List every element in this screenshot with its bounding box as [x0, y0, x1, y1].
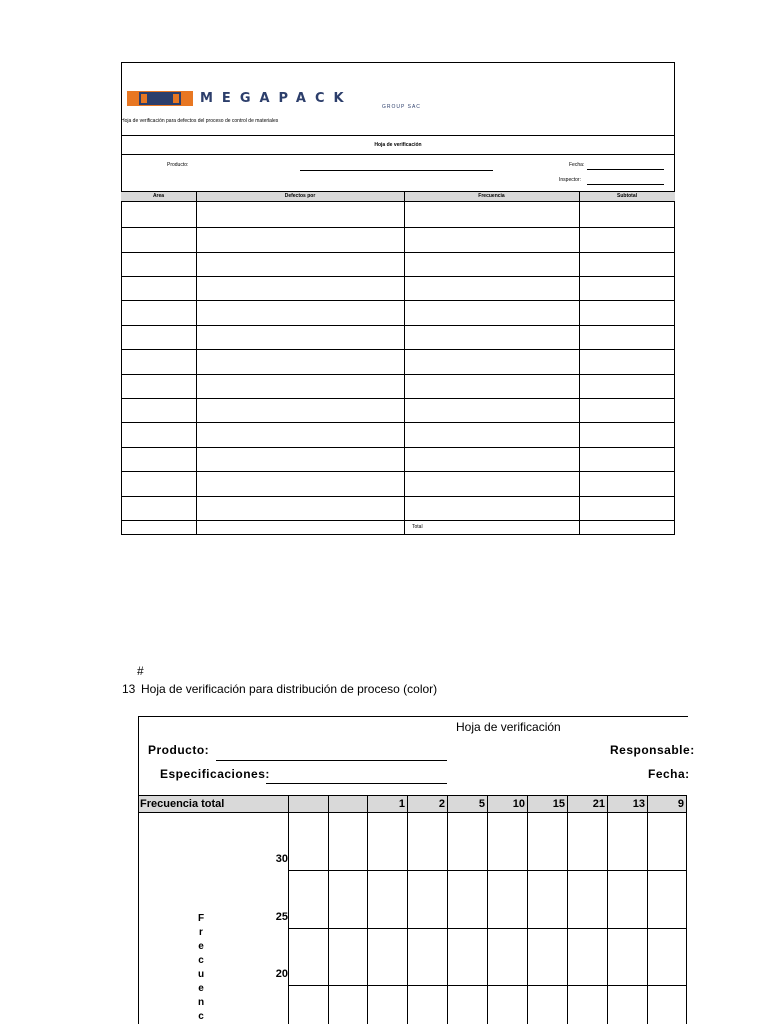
y-axis-value: 25 — [275, 911, 288, 923]
form1-product-label: Producto: — [167, 162, 189, 168]
form2-top-border — [138, 716, 688, 717]
grid-column-line — [328, 795, 329, 1024]
grid-column-line — [288, 795, 289, 1024]
form2-title: Hoja de verificación — [456, 720, 561, 734]
y-axis-title-letter: c — [198, 1011, 204, 1022]
total-cell: 2 — [438, 798, 445, 810]
table-row[interactable] — [121, 325, 675, 326]
total-cell: 13 — [632, 798, 645, 810]
grid-row-line — [288, 870, 687, 871]
form1-description: Hoja de verificación para defectos del proceso de control de materiales — [121, 118, 279, 124]
y-axis-title-letter: u — [197, 969, 205, 980]
table-row[interactable] — [121, 398, 675, 399]
column-header-area: Area — [152, 193, 165, 199]
total-cell: 9 — [677, 798, 684, 810]
grid-column-line — [686, 795, 687, 1024]
table-row[interactable] — [121, 252, 675, 253]
grid-column-line — [607, 795, 608, 1024]
form2-left-border — [138, 716, 139, 1024]
logo-m-mark-inner — [147, 94, 173, 103]
table-column-divider — [196, 191, 197, 535]
total-cell: 15 — [552, 798, 565, 810]
grid-column-line — [647, 795, 648, 1024]
grid-row-line — [288, 928, 687, 929]
total-cell — [289, 797, 326, 811]
form2-specs-label: Especificaciones: — [160, 767, 270, 781]
column-header-defects: Defectos por — [284, 193, 316, 199]
section-hash: # — [137, 664, 144, 678]
product-field[interactable] — [300, 170, 493, 171]
grid-row-line — [288, 985, 687, 986]
frequency-total-label: Frecuencia total — [140, 798, 225, 810]
total-cell — [329, 797, 365, 811]
y-axis-value: 20 — [275, 968, 288, 980]
form1-inspector-label: Inspector: — [559, 177, 581, 183]
total-cell: 10 — [512, 798, 525, 810]
form1-date-label: Fecha: — [569, 162, 585, 168]
y-axis-value: 30 — [275, 853, 288, 865]
form2-date-label: Fecha: — [648, 767, 690, 781]
table-column-divider — [579, 191, 580, 535]
total-cell: 5 — [478, 798, 485, 810]
form2-responsible-label: Responsable: — [610, 743, 695, 757]
section-number: 13 — [122, 682, 136, 696]
grid-column-line — [567, 795, 568, 1024]
grid-column-line — [487, 795, 488, 1024]
table-column-divider — [404, 191, 405, 535]
total-cell: 21 — [592, 798, 605, 810]
grid-column-line — [447, 795, 448, 1024]
form2-product-label: Producto: — [148, 743, 210, 757]
table-row[interactable] — [121, 227, 675, 228]
grid-column-line — [367, 795, 368, 1024]
inspector-field[interactable] — [587, 184, 664, 185]
y-axis-title-letter: c — [198, 955, 204, 966]
y-axis-title-letter: e — [198, 983, 204, 994]
form1-title: Hoja de verificación — [374, 142, 422, 148]
form2-specs-field[interactable] — [266, 783, 447, 784]
logo-subtitle: GROUP SAC — [382, 104, 421, 110]
table-row[interactable] — [121, 374, 675, 375]
table-row[interactable] — [121, 447, 675, 448]
date-field[interactable] — [587, 169, 664, 170]
table-row[interactable] — [121, 276, 675, 277]
table-row[interactable] — [121, 349, 675, 350]
table-row[interactable] — [121, 496, 675, 497]
grid-column-line — [407, 795, 408, 1024]
form2-product-field[interactable] — [216, 760, 447, 761]
total-cell: 1 — [398, 798, 405, 810]
defects-check-sheet — [121, 62, 675, 535]
table-row[interactable] — [121, 471, 675, 472]
divider — [121, 154, 675, 155]
y-axis-title-letter: e — [198, 941, 204, 952]
y-axis-title-letter: r — [199, 927, 203, 938]
section-title: Hoja de verificación para distribución de proceso (color) — [141, 682, 438, 696]
table-row[interactable] — [121, 520, 675, 521]
y-axis-title-letter: n — [197, 997, 205, 1008]
total-label: Total — [412, 524, 423, 530]
y-axis-title-letter: F — [197, 913, 205, 924]
logo-wordmark: MEGAPACK — [200, 91, 353, 106]
table-row[interactable] — [121, 300, 675, 301]
column-header-frequency: Frecuencia — [478, 193, 505, 199]
table-row[interactable] — [121, 422, 675, 423]
column-header-subtotal: Subtotal — [617, 193, 637, 199]
grid-column-line — [527, 795, 528, 1024]
divider — [121, 135, 675, 136]
